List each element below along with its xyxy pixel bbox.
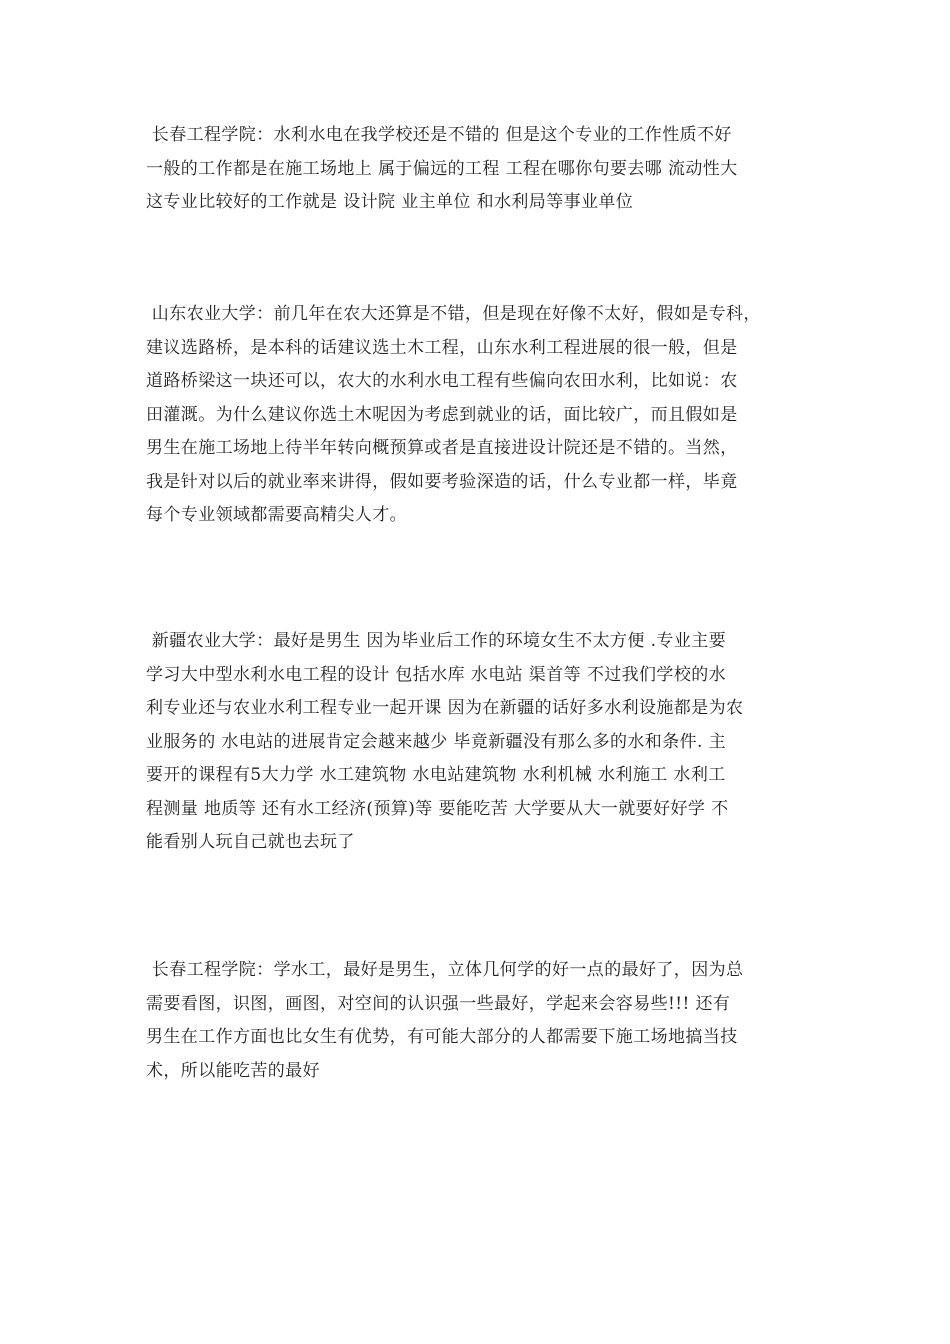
paragraph-line: 山东农业大学：前几年在农大还算是不错，但是现在好像不太好，假如是专科， <box>146 304 761 324</box>
paragraph-line: 学习大中型水利水电工程的设计 包括水库 水电站 渠首等 不过我们学校的水 <box>146 664 727 685</box>
paragraph-line: 建议选路桥，是本科的话建议选土木工程，山东水利工程进展的很一般，但是 <box>146 337 738 358</box>
paragraph-line: 能看别人玩自己就也去玩了 <box>146 832 355 852</box>
paragraph-line: 这专业比较好的工作就是 设计院 业主单位 和水利局等事业单位 <box>146 192 634 212</box>
paragraph-line: 我是针对以后的就业率来讲得，假如要考验深造的话，什么专业都一样，毕竟 <box>146 471 738 492</box>
paragraph-line: 程测量 地质等 还有水工经济(预算)等 要能吃苦 大学要从大一就要好好学 不 <box>146 798 729 819</box>
paragraph-line: 男生在工作方面也比女生有优势，有可能大部分的人都需要下施工场地搞当技 <box>146 1027 738 1047</box>
paragraph-line: 长春工程学院：学水工，最好是男生，立体几何学的好一点的最好了，因为总 <box>146 960 744 980</box>
paragraph-changchun-1 <box>146 119 826 220</box>
paragraph-line: 田灌溉。为什么建议你选土木呢因为考虑到就业的话，面比较广，而且假如是 <box>146 404 738 425</box>
paragraph-line: 长春工程学院：水利水电在我学校还是不错的 但是这个专业的工作性质不好 <box>146 125 732 145</box>
paragraph-line: 利专业还与农业水利工程专业一起开课 因为在新疆的话好多水利设施都是为农 <box>146 698 744 718</box>
paragraph-changchun-2 <box>146 954 826 1088</box>
paragraph-line: 新疆农业大学：最好是男生 因为毕业后工作的环境女生不太方便 .专业主要 <box>146 631 727 651</box>
paragraph-line: 业服务的 水电站的进展肯定会越来越少 毕竟新疆没有那么多的水和条件. 主 <box>146 731 727 752</box>
paragraph-line: 术，所以能吃苦的最好 <box>146 1060 320 1081</box>
paragraph-line: 男生在施工场地上待半年转向概预算或者是直接进设计院还是不错的。当然， <box>146 438 738 458</box>
paragraph-xinjiang <box>146 625 826 860</box>
paragraph-shandong <box>146 298 826 533</box>
paragraph-line: 道路桥梁这一块还可以，农大的水利水电工程有些偏向农田水利，比如说：农 <box>146 371 738 391</box>
paragraph-line: 每个专业领域都需要高精尖人才。 <box>146 505 407 525</box>
paragraph-line: 要开的课程有5大力学 水工建筑物 水电站建筑物 水利机械 水利施工 水利工 <box>146 765 726 785</box>
paragraph-line: 需要看图，识图，画图，对空间的认识强一些最好，学起来会容易些!!! 还有 <box>146 993 731 1014</box>
paragraph-line: 一般的工作都是在施工场地上 属于偏远的工程 工程在哪你句要去哪 流动性大 <box>146 158 738 179</box>
